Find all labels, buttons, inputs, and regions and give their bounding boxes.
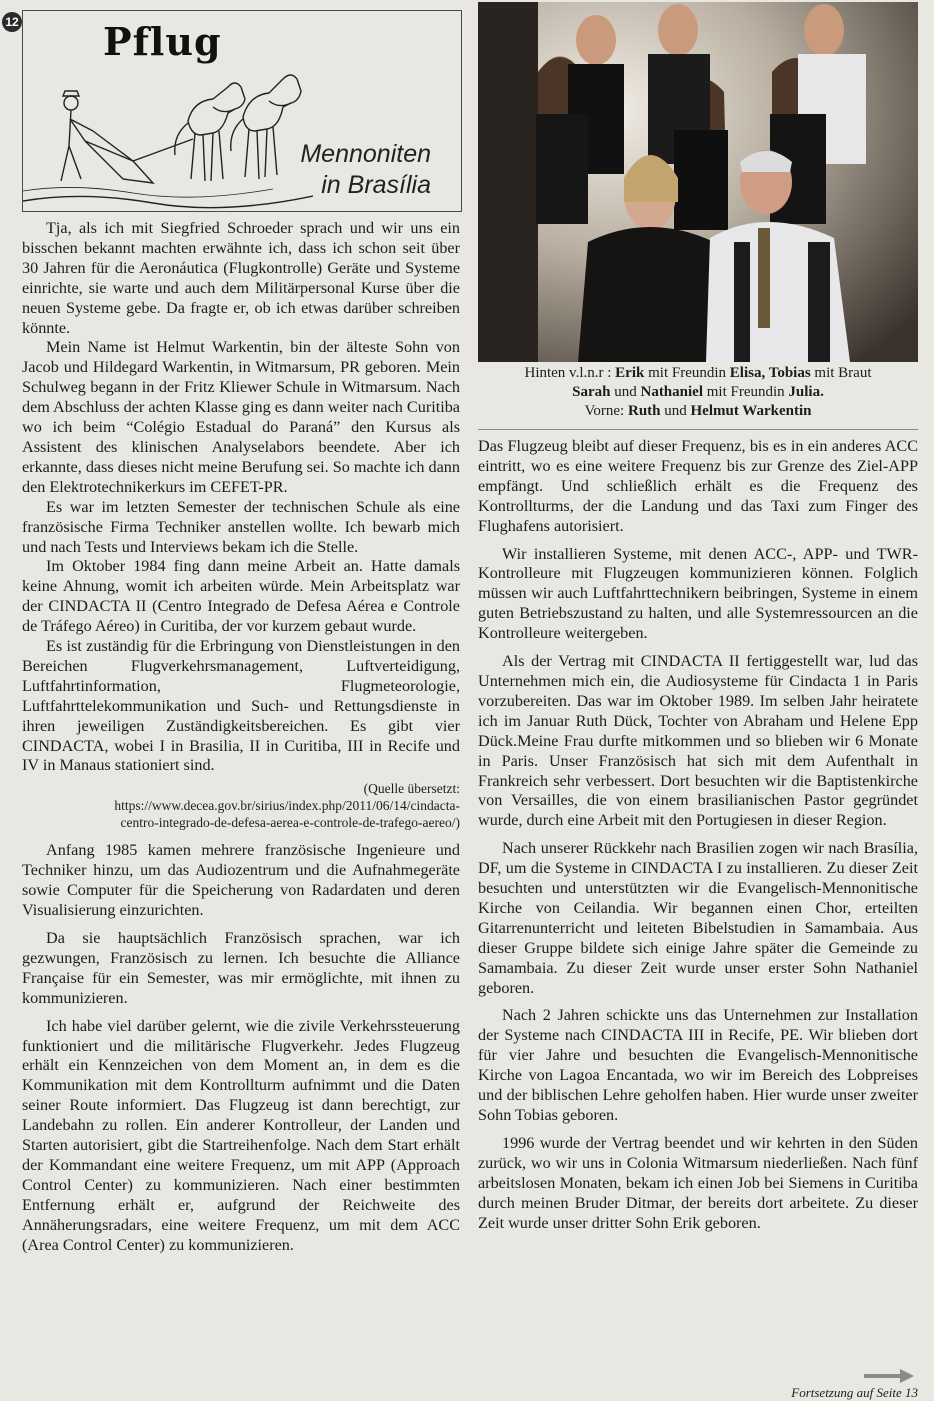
page-number-badge: 12: [2, 12, 22, 32]
caption-name: Ruth: [627, 403, 661, 419]
caption-name: Helmut Warkentin: [690, 403, 812, 419]
paragraph: Das Flugzeug bleibt auf dieser Frequenz, bis es in ein anderes ACC eintritt, wo es eine weitere Frequenz bis zur Grenze des Ziel-APP empfängt. Und schließlich erhält es die Frequenz des Kontrollturms, der die Landung und das Taxi zum Finger des Flughafens autorisiert.: [478, 437, 918, 535]
caption-name: Nathaniel: [640, 384, 703, 400]
caption-line-1: [478, 364, 918, 383]
paragraph: Mein Name ist Helmut Warkentin, bin der älteste Sohn von Jacob und Hildegard Warkentin, in Witmarsum, PR geboren. Mein Schulweg begann in der Fritz Kliewer Schule in Witmarsum. Nach dem Abschluss der achten Klasse ging es dann weiter nach Curitiba wo ich beim “Colégio Estadual do Paraná” den Kursus als Assistent des klinischen Analyselabors beendete. Aber ich erkannte, dass dieses nicht meine Berufung sei. So machte ich dann den Elektrotechnikerkurs im CEFET-PR.: [22, 338, 460, 496]
caption-text: und: [610, 384, 641, 400]
plowman-horses-illustration: [23, 51, 313, 211]
paragraph: Nach unserer Rückkehr nach Brasilien zogen wir nach Brasília, DF, um die Systeme in CINDACTA I zu installieren. Zu dieser Zeit besuchten und unterstützten wir die Evangelisch-Mennonitische Kirche von Ceilandia. Wir begannen einen Chor, erteilten Gitarrenunterricht und leiteten Bibelstudien in Samambaia. Aus dieser Gruppe bildete sich einige Jahre später die Gemeinde zu Samambaia. Zu dieser Zeit wurde unser erster Sohn Nathaniel geboren.: [478, 839, 918, 997]
subtitle-line-1: Mennoniten: [300, 140, 431, 168]
caption-text: und: [660, 403, 691, 419]
source-citation: [22, 780, 460, 831]
paragraph: Nach 2 Jahren schickte uns das Unternehmen zur Installation der Systeme nach CINDACTA III in Recife, PE. Wir blieben dort für vier Jahre und besuchten die Evangelisch-Mennonitische Kirche von Lagoa Encantada, wo wir im Bereich des Lobpreises und der biblischen Lehre geholfen haben. Hier wurde unser zweiter Sohn Tobias geboren.: [478, 1006, 918, 1124]
article-title: Pflug: [103, 19, 222, 64]
paragraph: Es war im letzten Semester der technischen Schule als eine französische Firma Techniker anstellen wollte. Ich bewarb mich und nach Tests und Interviews bekam ich die Stelle.: [22, 497, 460, 556]
paragraph: Im Oktober 1984 fing dann meine Arbeit an. Hatte damals keine Ahnung, womit ich arbeiten würde. Mein Arbeitsplatz war der CINDACTA II (Centro Integrado de Defesa Aérea e Controle de Tráfego Aéreo) in Curitiba, der vor kurzem gebaut wurde.: [22, 557, 460, 636]
left-column: [22, 219, 460, 1256]
caption-text: mit Freundin: [703, 384, 789, 400]
caption-text: mit Braut: [810, 365, 872, 381]
paragraph: Tja, als ich mit Siegfried Schroeder sprach und wir uns ein bisschen bekannt machten erwähnte ich, dass ich schon seit über 30 Jahren für die Aeronáutica (Flugkontrolle) Geräte und Systeme einrichte, sie warte und auch dem Militärpersonal Kurse über die neuen Systeme gebe. Da fragte er, ob ich etwas darüber schreiben könnte.: [22, 219, 460, 337]
paragraph: Da sie hauptsächlich Französisch sprachen, war ich gezwungen, Französisch zu lernen. Ich besuchte die Alliance Française für ein Semester, was mir ermöglichte, mit ihnen zu kommunizieren.: [22, 929, 460, 1007]
right-column: [478, 437, 918, 1233]
continuation-note: Fortsetzung auf Seite 13: [791, 1385, 918, 1400]
caption-text: Vorne:: [584, 403, 628, 419]
caption-line-2: [478, 383, 918, 402]
paragraph: Ich habe viel darüber gelernt, wie die zivile Verkehrssteuerung funktioniert und die militärische Flugverkehr. Jedes Flugzeug erhält ein Kennzeichen von dem Moment an, in dem es die Kommunikation mit dem Kontrollturm aufnimmt und die Daten seiner Route informiert. Das Flugzeug ist dann berechtigt, zur Landebahn zu rollen. Ein anderer Kontrolleur, der Landen und Starten autorisiert, gibt die Startreihenfolge. Nach dem Start erhält der Kommandant eine weitere Frequenz, um mit APP (Approach Control Center) zu kommunizieren. Nach einer bestimmten Entfernung erhält er, aufgrund der Reichweite des Annäherungsradars, eine weitere Frequenz, um mit dem ACC (Area Control Center) zu kommunizieren.: [22, 1016, 460, 1254]
caption-name: Erik: [615, 365, 645, 381]
paragraph: Anfang 1985 kamen mehrere französische Ingenieure und Techniker hinzu, um das Audiozentrum und die Aufnahmegeräte sowie Computer für die Speicherung von Radardaten und deren Visualisierung einzurichten.: [22, 841, 460, 920]
caption-line-3: [478, 402, 918, 421]
photo-caption: [478, 364, 918, 421]
family-photo: [478, 2, 918, 362]
source-line-1: (Quelle übersetzt:: [363, 781, 460, 797]
caption-text: mit Freundin: [644, 365, 730, 381]
caption-divider: [478, 429, 918, 430]
paragraph: Als der Vertrag mit CINDACTA II fertiggestellt war, lud das Unternehmen mich ein, die Audiosysteme für Cindacta 1 in Paris vorzubereiten. Das war im Oktober 1989. Im selben Jahr heiratete ich im Januar Ruth Dück, Tochter von Abraham und Helene Epp Dück.Meine Frau durfte mitkommen und so blieben wir 6 Monate in Paris. Unser Französisch hat sich mit dem Aufenthalt in Frankreich sehr verbessert. Dort besuchten wir die Baptistenkirche von Versailles, die von einem brasilianischen Pastor gegründet wurde, durch eine Arbeit mit den Portugiesen in dieser Region.: [478, 652, 918, 830]
paragraph: Wir installieren Systeme, mit denen ACC-, APP- und TWR-Kontrolleure mit Flugzeugen kommunizieren können. Folglich müssen wir auch Luftfahrttechnikern beibringen, Systeme in einem guten Betriebszustand zu halten, und alle Systemressourcen an die Kontrolleure weitergeben.: [478, 544, 918, 643]
paragraph: Es ist zuständig für die Erbringung von Dienstleistungen in den Bereichen Flugverkehrsmanagement, Luftverteidigung, Luftfahrtinformation, Flugmeteorologie, Luftfahrttelekommunikation und Such- und Rettungsdienste in ihren jeweiligen Zuständigkeitsbereichen. Es gibt vier CINDACTA, wobei I in Brasilia, II in Curitiba, III in Recife und IV in Manaus stationiert sind.: [22, 637, 460, 775]
continue-arrow-icon: [864, 1368, 914, 1384]
source-line-2: https://www.decea.gov.br/sirius/index.php/2011/06/14/cindacta-: [114, 798, 460, 814]
source-line-3: centro-integrado-de-defesa-aerea-e-controle-de-trafego-aereo/): [120, 815, 460, 831]
caption-name: Elisa, Tobias: [729, 365, 811, 381]
caption-text: Hinten v.l.n.r :: [524, 365, 616, 381]
family-photo-image: [478, 2, 918, 362]
caption-name: Julia.: [788, 384, 824, 400]
subtitle-line-2: in Brasília: [321, 171, 431, 199]
paragraph: 1996 wurde der Vertrag beendet und wir kehrten in den Süden zurück, wo wir uns in Colonia Witmarsum niederließen. Nach fünf arbeitslosen Monaten, bekam ich einen Job bei Siemens in Curitiba durch meinen Bruder Ditmar, der bereits dort arbeitete. Zu dieser Zeit wurde unser dritter Sohn Erik geboren.: [478, 1133, 918, 1232]
article-subtitle: [300, 139, 431, 201]
caption-name: Sarah: [572, 384, 611, 400]
article-header: [22, 10, 462, 212]
